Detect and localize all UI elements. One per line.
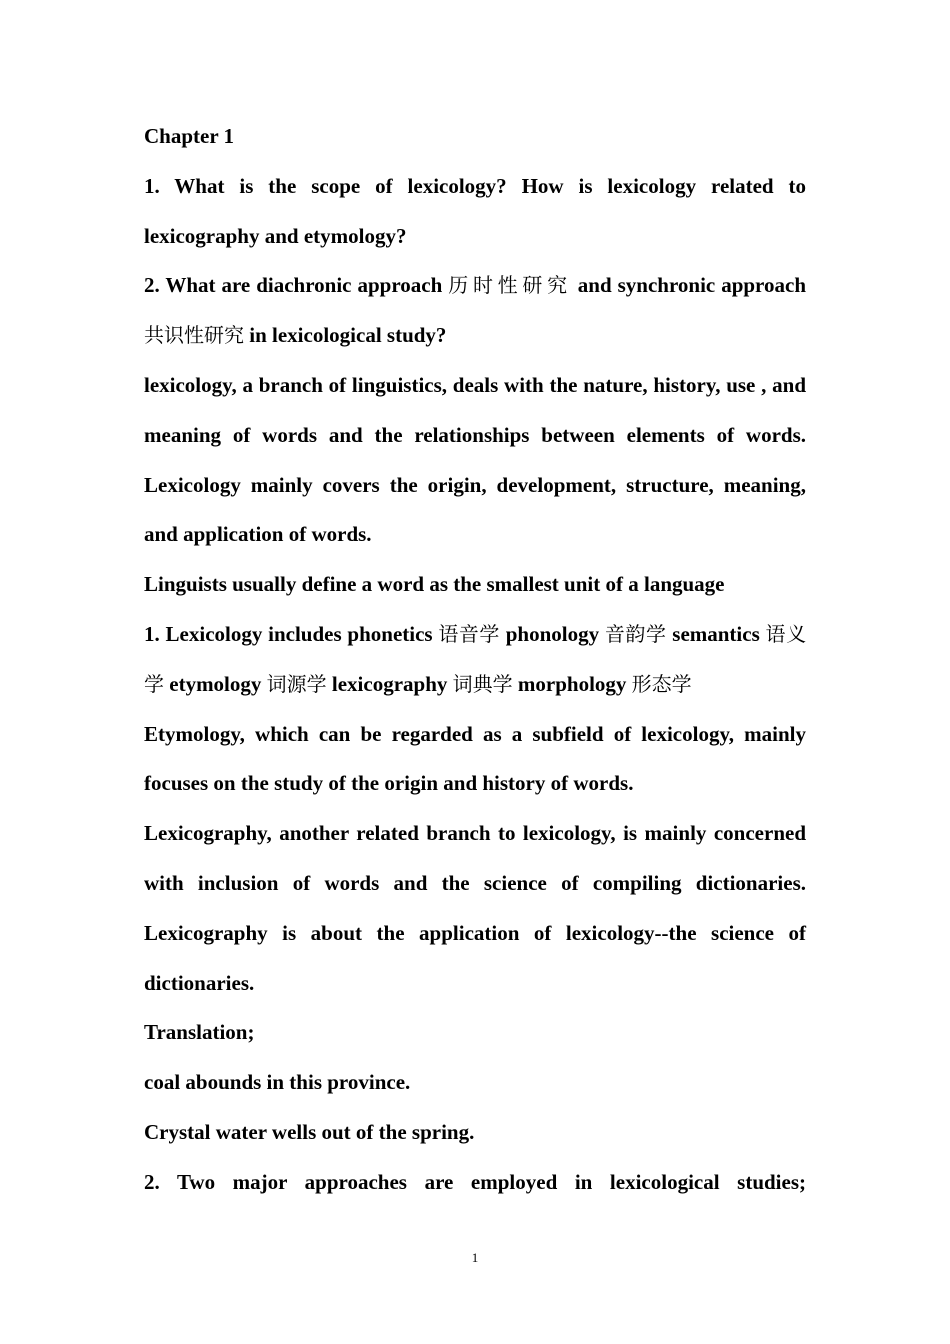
paragraph-etymology: Etymology, which can be regarded as a subfield of lexicology, mainly focuses on the study of the origin and history of words. xyxy=(144,721,806,796)
term-lexicography: lexicography xyxy=(331,671,448,696)
term-morphology: morphology xyxy=(517,671,627,696)
question-2-text-a: What are diachronic approach xyxy=(165,273,443,298)
term-lexicography-chinese: 词典学 xyxy=(452,671,513,696)
term-semantics-chinese: 语义学 xyxy=(144,621,807,696)
question-2-text-c: in lexicological study? xyxy=(249,323,447,348)
question-1-text: What is the scope of lexicology? How is lexicology related to lexicography and etymology? xyxy=(144,173,806,248)
list-item-2-number: 2. xyxy=(144,1169,160,1194)
document-body xyxy=(144,112,806,1208)
term-morphology-chinese: 形态学 xyxy=(631,671,692,696)
term-semantics: semantics xyxy=(672,621,760,646)
question-2-chinese-synchronic: 共识性研究 xyxy=(144,323,244,348)
paragraph-lexicography: Lexicography, another related branch to lexicology, is mainly concerned with inclusion of words and the science of compiling dictionaries. Lexicography is about the application of lexicology--the science of dictionaries. xyxy=(144,821,806,995)
paragraph-lexicology-definition: lexicology, a branch of linguistics, deals with the nature, history, use , and meaning of words and the relationships between elements of words. Lexicology mainly covers the origin, development, structure, meaning, and application of words. xyxy=(144,372,806,547)
term-phonology-chinese: 音韵学 xyxy=(604,621,667,646)
translation-sentence-1: coal abounds in this province. xyxy=(144,1070,411,1095)
question-2-text-b: and synchronic approach xyxy=(577,273,806,298)
term-etymology: etymology xyxy=(169,671,262,696)
term-phonetics-text: Lexicology includes phonetics xyxy=(165,621,433,646)
list-item-1-number: 1. xyxy=(144,621,160,646)
question-2-chinese-diachronic: 历时性研究 xyxy=(448,273,572,298)
term-phonetics-chinese: 语音学 xyxy=(438,621,500,646)
term-phonology: phonology xyxy=(505,621,600,646)
translation-label: Translation; xyxy=(144,1020,255,1045)
list-item-2 xyxy=(144,1158,806,1208)
page-number: 1 xyxy=(471,1250,479,1265)
question-1 xyxy=(144,162,806,262)
translation-sentence-2: Crystal water wells out of the spring. xyxy=(144,1119,475,1144)
question-1-number: 1. xyxy=(144,173,160,198)
question-2 xyxy=(144,261,806,361)
paragraph-word-definition: Linguists usually define a word as the smallest unit of a language xyxy=(144,572,725,597)
question-2-number: 2. xyxy=(144,273,160,298)
chapter-heading: Chapter 1 xyxy=(144,124,235,148)
list-item-2-text: Two major approaches are employed in lexicological studies; xyxy=(176,1169,807,1194)
term-etymology-chinese: 词源学 xyxy=(266,671,327,696)
list-item-1 xyxy=(144,610,806,710)
